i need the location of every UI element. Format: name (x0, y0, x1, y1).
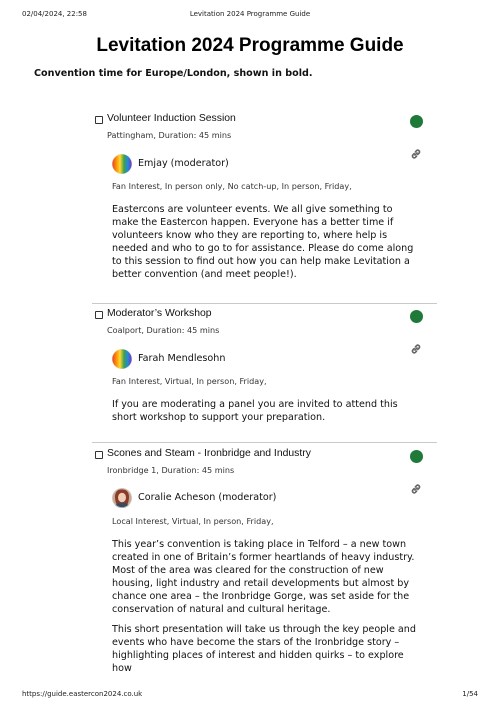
item-location-duration: Coalport, Duration: 45 mins (107, 325, 220, 335)
item-title: Volunteer Induction Session (107, 113, 236, 124)
print-header (22, 10, 478, 22)
participant-name: Emjay (moderator) (138, 158, 229, 169)
print-timestamp: 02/04/2024, 22:58 (22, 10, 87, 18)
description-paragraph: If you are moderating a panel you are invited to attend this short workshop to support your preparation. (112, 399, 398, 423)
item-tags: Local Interest, Virtual, In person, Friday, (112, 516, 274, 526)
status-dot (410, 450, 423, 463)
page-url: https://guide.eastercon2024.co.uk (22, 690, 143, 698)
avatar (112, 488, 132, 508)
item-tags: Fan Interest, In person only, No catch-up, In person, Friday, (112, 181, 352, 191)
status-dot (410, 115, 423, 128)
bookmark-checkbox[interactable] (95, 451, 103, 459)
item-separator (92, 442, 437, 443)
item-description (112, 203, 420, 281)
print-doc-title: Levitation 2024 Programme Guide (189, 10, 311, 18)
item-description (112, 398, 420, 424)
item-location-duration: Pattingham, Duration: 45 mins (107, 130, 232, 140)
page-title: Levitation 2024 Programme Guide (96, 35, 404, 56)
description-paragraph: This short presentation will take us through the key people and events who have become the stars of the Ironbridge story – highlighting places of interest and hidden quirks – to explore how (112, 624, 416, 674)
bookmark-checkbox[interactable] (95, 311, 103, 319)
chain-link-icon[interactable] (410, 148, 422, 160)
avatar (112, 154, 132, 174)
description-paragraph: Eastercons are volunteer events. We all give something to make the Eastercon happen. Everyone has a better time if volunteers know who they are reporting to, where help is needed and who to go to for assistance. Please do come along to this session to find out how you can help make Levitation a better convention (and meet people!). (112, 204, 414, 280)
item-tags: Fan Interest, Virtual, In person, Friday, (112, 376, 267, 386)
page-number: 1/54 (462, 690, 478, 698)
participant-name: Farah Mendlesohn (138, 353, 226, 364)
avatar (112, 349, 132, 369)
participant-name: Coralie Acheson (moderator) (138, 492, 277, 503)
status-dot (410, 310, 423, 323)
description-paragraph: This year’s convention is taking place in Telford – a new town created in one of Britain’s former heartlands of heavy industry. Most of the area was cleared for the construction of new housing, light industry and retail developments but almost by chance one area – the Ironbridge Gorge, was set aside for the conservation of natural and cultural heritage. (112, 539, 415, 615)
bookmark-checkbox[interactable] (95, 116, 103, 124)
item-title: Moderator’s Workshop (107, 308, 212, 319)
item-location-duration: Ironbridge 1, Duration: 45 mins (107, 465, 235, 475)
item-separator (92, 303, 437, 304)
item-title: Scones and Steam - Ironbridge and Industry (107, 448, 311, 459)
chain-link-icon[interactable] (410, 343, 422, 355)
item-description (112, 538, 420, 675)
chain-link-icon[interactable] (410, 483, 422, 495)
timezone-note: Convention time for Europe/London, shown in bold. (34, 68, 313, 79)
print-footer (22, 690, 478, 700)
